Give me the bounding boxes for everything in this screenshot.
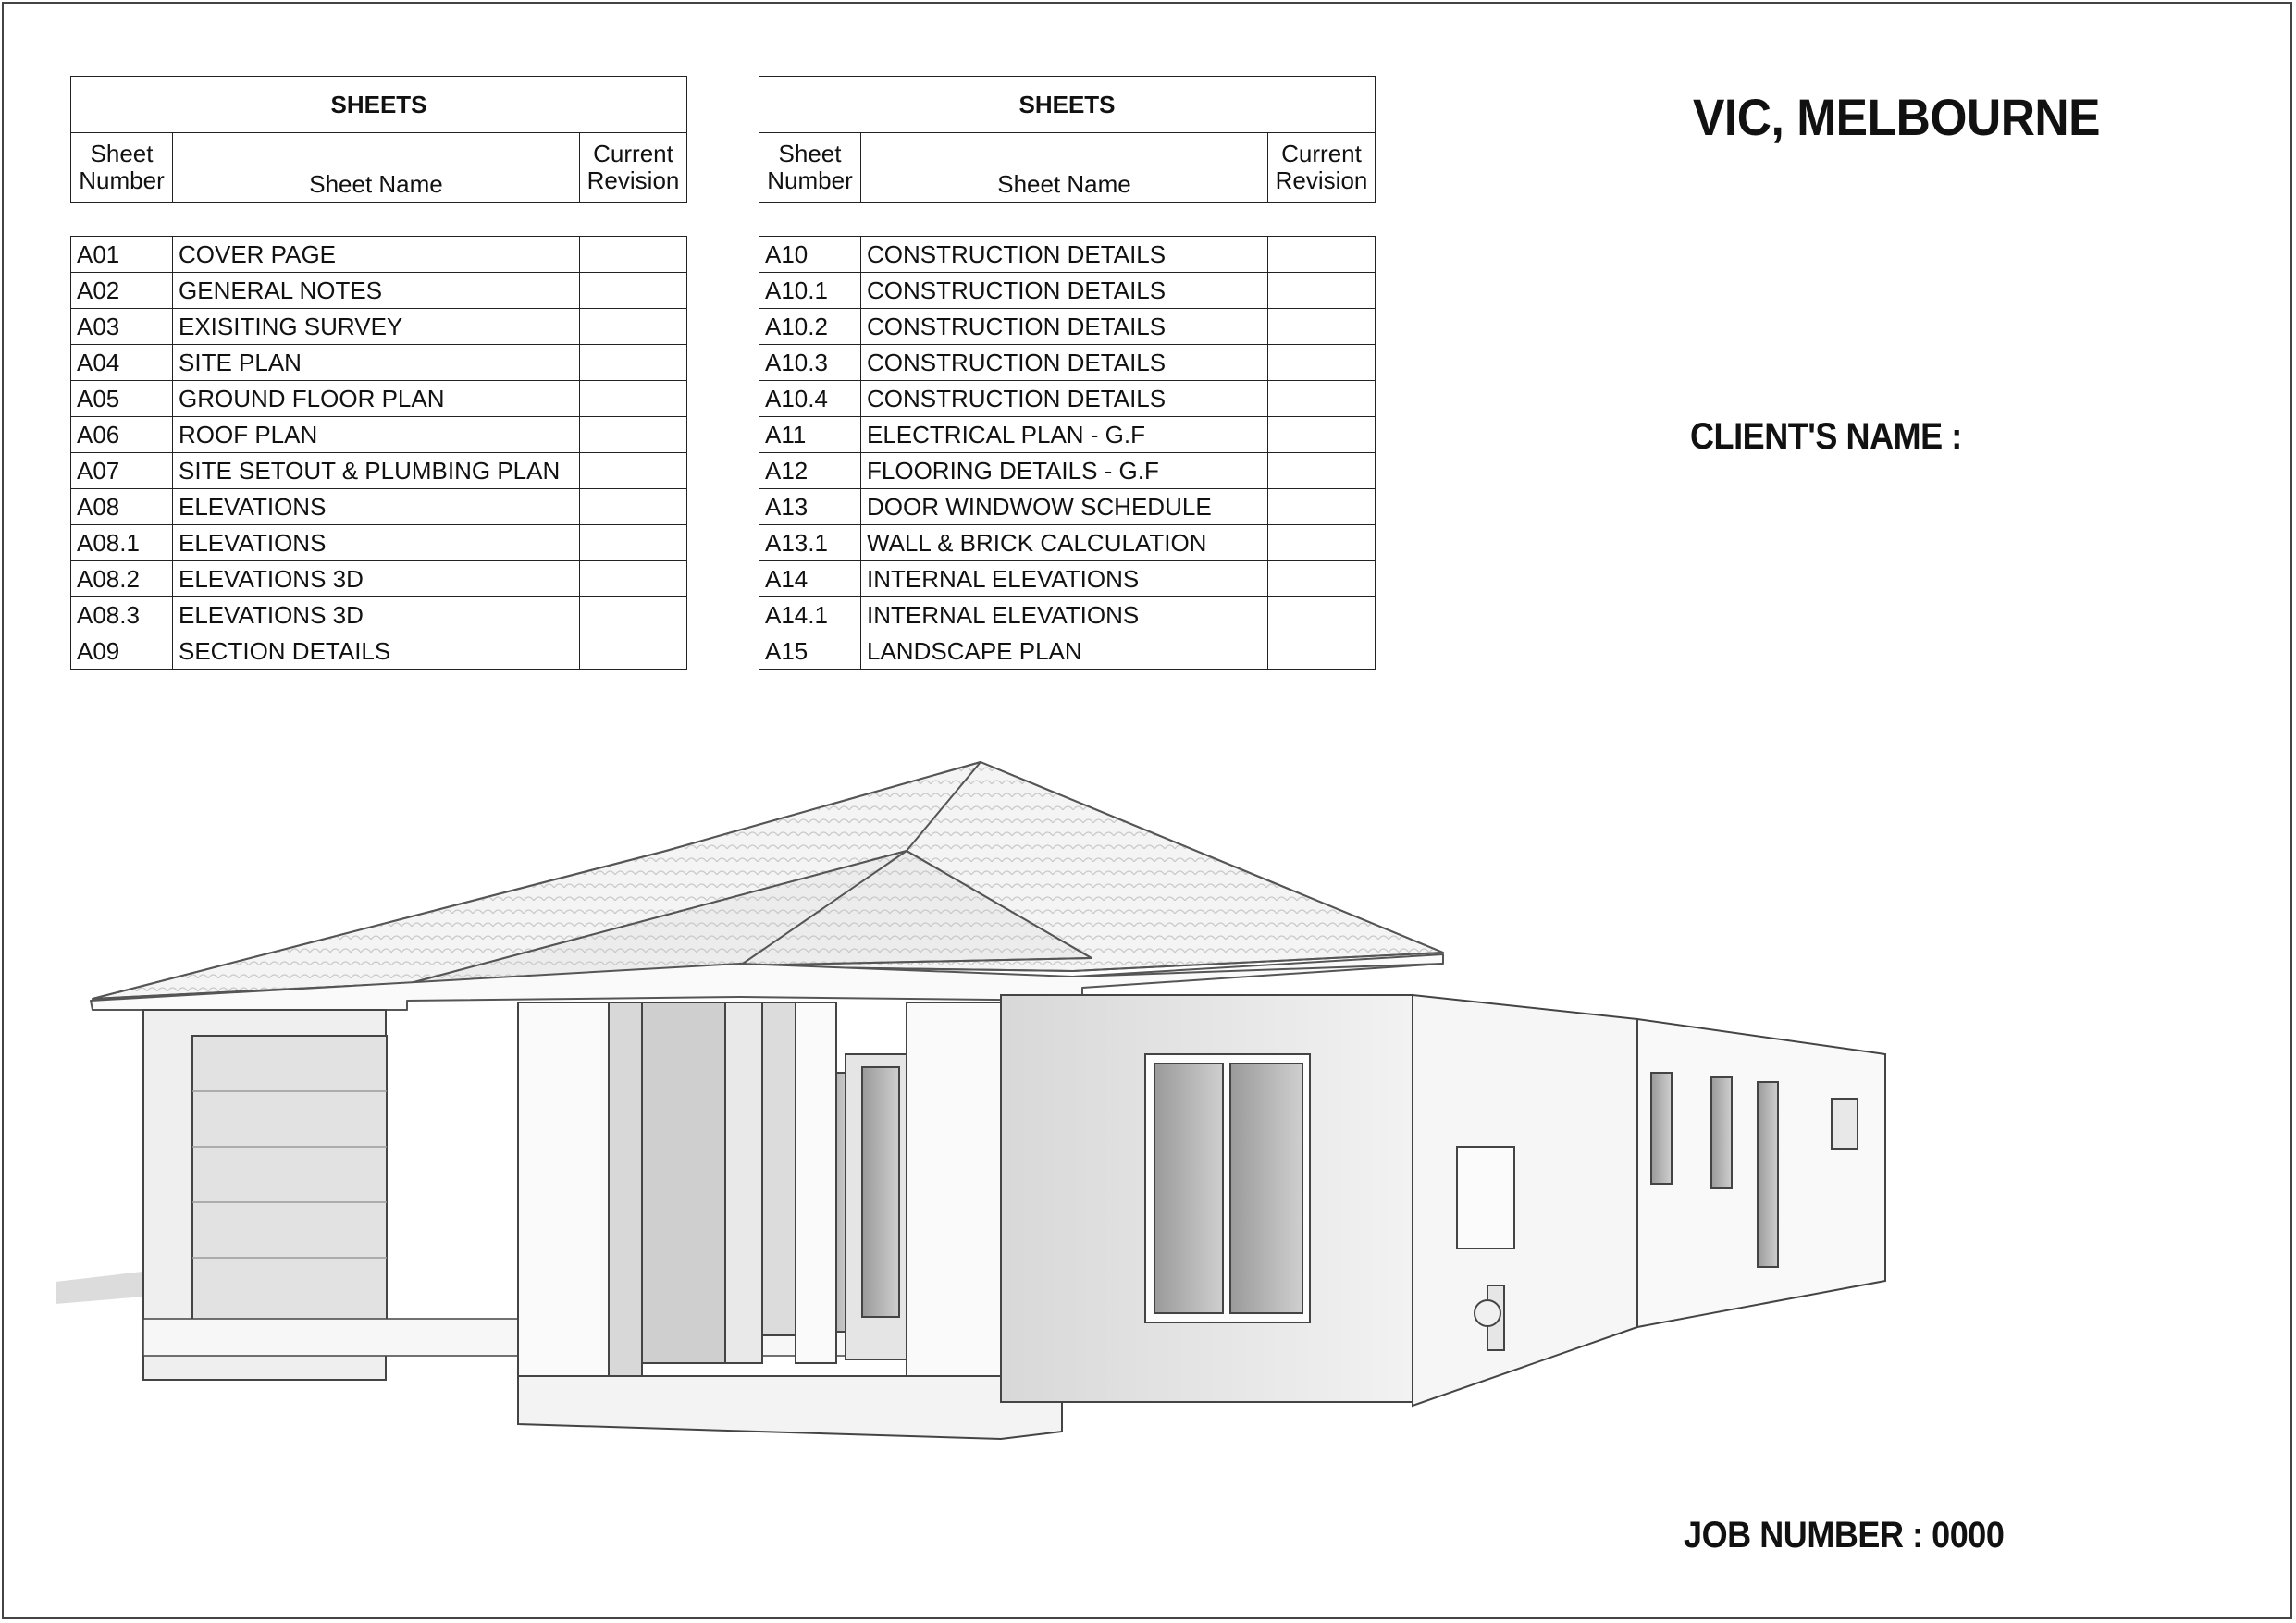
table-row [759,525,1376,561]
table-row [759,237,1376,273]
sheet-number-cell: A10.3 [759,345,861,381]
sheet-number-cell: A10.4 [759,381,861,417]
sheet-number-cell: A05 [71,381,173,417]
sheet-number-cell: A11 [759,417,861,453]
revision-cell [580,237,687,273]
revision-cell [580,417,687,453]
revision-cell [1268,597,1376,633]
sheet-name-cell: CONSTRUCTION DETAILS [861,309,1268,345]
sheet-number-cell: A14 [759,561,861,597]
sheet-number-cell: A13 [759,489,861,525]
sheet-number-cell: A08 [71,489,173,525]
sheet-name-cell: SITE PLAN [173,345,580,381]
revision-cell [580,273,687,309]
revision-cell [1268,237,1376,273]
sheet-name-cell: GENERAL NOTES [173,273,580,309]
sheet-number-cell: A07 [71,453,173,489]
sheet-name-cell: ELEVATIONS [173,489,580,525]
sheet-name-cell: EXISITING SURVEY [173,309,580,345]
sheet-name-cell: INTERNAL ELEVATIONS [861,561,1268,597]
sheet-name-cell: ELEVATIONS 3D [173,597,580,633]
revision-cell [580,345,687,381]
sheet-number-cell: A02 [71,273,173,309]
sheet-rows [759,237,1376,670]
sheet-number-cell: A10 [759,237,861,273]
table-row [759,345,1376,381]
sheet-name-cell: GROUND FLOOR PLAN [173,381,580,417]
revision-cell [580,525,687,561]
table-row [71,525,687,561]
revision-cell [1268,525,1376,561]
client-name-label: CLIENT'S NAME : [1690,416,1962,457]
sheet-name-cell: ELEVATIONS 3D [173,561,580,597]
revision-cell [1268,381,1376,417]
table-row [759,633,1376,670]
sheet-name-cell: CONSTRUCTION DETAILS [861,381,1268,417]
table-row [71,561,687,597]
walls [143,995,1885,1439]
sheet-number-cell: A04 [71,345,173,381]
sheet-name-cell: ELEVATIONS [173,525,580,561]
revision-cell [1268,489,1376,525]
sheet-number-cell: A13.1 [759,525,861,561]
column-header-current-revision: Current Revision [580,133,687,203]
table-row [759,309,1376,345]
sheet-name-cell: WALL & BRICK CALCULATION [861,525,1268,561]
sheet-number-cell: A10.2 [759,309,861,345]
revision-cell [580,381,687,417]
header-spacer [759,203,1376,237]
sheet-name-cell: FLOORING DETAILS - G.F [861,453,1268,489]
table-row [71,237,687,273]
table-row [71,273,687,309]
revision-cell [580,597,687,633]
sheet-number-cell: A08.1 [71,525,173,561]
table-row [71,381,687,417]
revision-cell [580,309,687,345]
table-row [71,597,687,633]
job-number: JOB NUMBER : 0000 [1684,1515,2005,1555]
sheet-name-cell: SITE SETOUT & PLUMBING PLAN [173,453,580,489]
revision-cell [580,561,687,597]
table-row [71,417,687,453]
column-header-sheet-name: Sheet Name [861,133,1268,203]
sheet-number-cell: A15 [759,633,861,670]
sheet-name-cell: ELECTRICAL PLAN - G.F [861,417,1268,453]
sheet-number-cell: A08.2 [71,561,173,597]
sheet-name-cell: CONSTRUCTION DETAILS [861,237,1268,273]
table-row [759,381,1376,417]
header-spacer [71,203,687,237]
revision-cell [1268,345,1376,381]
table-title: SHEETS [71,77,687,133]
sheet-name-cell: INTERNAL ELEVATIONS [861,597,1268,633]
sheet-name-cell: ROOF PLAN [173,417,580,453]
sheet-number-cell: A09 [71,633,173,670]
sheet-number-cell: A08.3 [71,597,173,633]
table-row [759,417,1376,453]
sheet-name-cell: CONSTRUCTION DETAILS [861,273,1268,309]
sheet-number-cell: A03 [71,309,173,345]
sheet-number-cell: A12 [759,453,861,489]
sheet-name-cell: SECTION DETAILS [173,633,580,670]
sheet-index-table-2 [759,76,1376,670]
sheet-number-cell: A14.1 [759,597,861,633]
column-header-current-revision: Current Revision [1268,133,1376,203]
revision-cell [580,633,687,670]
revision-cell [1268,273,1376,309]
revision-cell [1268,633,1376,670]
sheet-number-cell: A06 [71,417,173,453]
column-header-sheet-number: Sheet Number [71,133,173,203]
table-row [759,597,1376,633]
sheet-number-cell: A01 [71,237,173,273]
table-row [759,453,1376,489]
table-row [71,453,687,489]
sheet-rows [71,237,687,670]
table-row [71,309,687,345]
sheet-number-cell: A10.1 [759,273,861,309]
revision-cell [580,453,687,489]
revision-cell [1268,309,1376,345]
sheet-name-cell: DOOR WINDWOW SCHEDULE [861,489,1268,525]
table-row [71,345,687,381]
table-row [759,273,1376,309]
revision-cell [1268,561,1376,597]
sheet-name-cell: CONSTRUCTION DETAILS [861,345,1268,381]
sheet-name-cell: LANDSCAPE PLAN [861,633,1268,670]
column-header-sheet-number: Sheet Number [759,133,861,203]
table-title: SHEETS [759,77,1376,133]
column-header-sheet-name: Sheet Name [173,133,580,203]
roof [91,762,1443,1010]
sheet-name-cell: COVER PAGE [173,237,580,273]
revision-cell [580,489,687,525]
table-row [71,489,687,525]
table-row [759,489,1376,525]
table-row [71,633,687,670]
house-3d-elevation-illustration [56,758,1924,1461]
sheet-index-table-1 [70,76,687,670]
revision-cell [1268,417,1376,453]
revision-cell [1268,453,1376,489]
project-location: VIC, MELBOURNE [1693,88,2101,146]
table-row [759,561,1376,597]
